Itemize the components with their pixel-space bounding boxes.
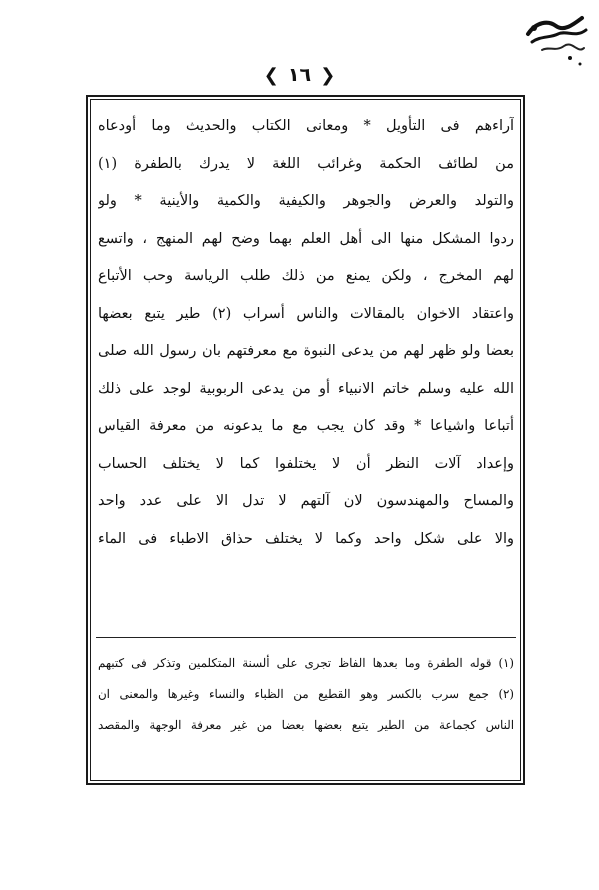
footnote-line: الناس كجماعة من الطير يتبع بعضها بعضا من غير معرفة الوجهة والمقصد <box>98 718 514 732</box>
body-line: والمساح والمهندسون لان آلتهم لا تدل الا على عدد واحد <box>98 493 514 509</box>
page-header <box>0 64 599 92</box>
ornament-right-icon: ❯ <box>320 64 336 86</box>
body-line: من لطائف الحكمة وغرائب اللغة لا يدرك بالطفرة (١) <box>98 155 514 172</box>
main-text <box>98 108 514 558</box>
footnotes <box>98 648 514 741</box>
footnote-line: (٢) جمع سرب بالكسر وهو القطيع من الظباء والنساء وغيرها والمعنى ان <box>98 687 514 701</box>
body-line: آراءهم فى التأويل * ومعانى الكتاب والحديث وما أودعاه <box>98 118 514 134</box>
page-number: ١٦ <box>287 64 312 86</box>
body-line: والتولد والعرض والجوهر والكيفية والكمية والأينية * ولو <box>98 193 514 209</box>
body-line: بعضا ولو ظهر لهم من يدعى النبوة مع معرفتهم بان رسول الله صلى <box>98 343 514 359</box>
body-line: ردوا المشكل منها الى أهل العلم بهما وضح لهم المنهج ، واتسع <box>98 230 514 247</box>
body-line: لهم المخرج ، ولكن يمنع من ذلك طلب الرياسة وحب الأتباع <box>98 268 514 284</box>
body-line: والا على شكل واحد وكما لا يختلف حذاق الاطباء فى الماء <box>98 530 514 547</box>
body-line: وإعداد آلات النظر أن لا يختلفوا كما لا يختلف الحساب <box>98 455 514 472</box>
body-line: واعتقاد الاخوان بالمقالات والناس أسراب (٢) طير يتبع بعضها <box>98 305 514 322</box>
body-line: الله عليه وسلم خاتم الانبياء أو من يدعى الربوبية لوجد على ذلك <box>98 380 514 397</box>
ornament-left-icon: ❮ <box>263 64 279 86</box>
footnote-separator <box>96 637 516 638</box>
footnote-line: (١) قوله الطفرة وما بعدها الفاظ تجرى على ألسنة المتكلمين وتذكر فى كتبهم <box>98 656 514 670</box>
body-line: أتباعا واشياعا * وقد كان يجب مع ما يدعونه من معرفة القياس <box>98 418 514 434</box>
library-stamp-icon <box>522 12 594 72</box>
